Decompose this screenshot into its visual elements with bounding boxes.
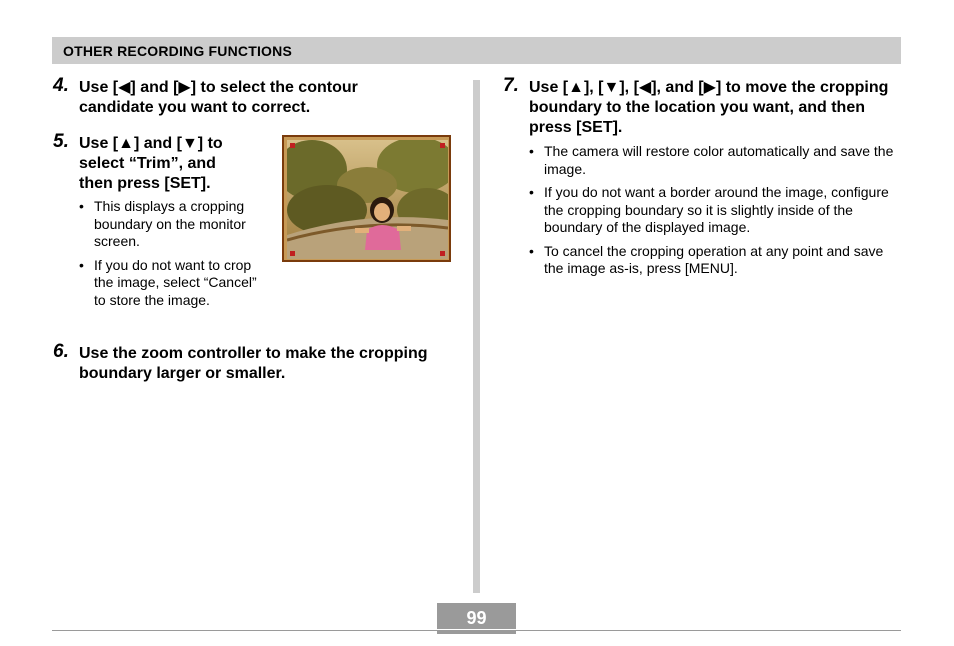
step-number: 6. [53,341,69,362]
step-number: 7. [503,75,519,96]
list-item: • If you do not want to crop the image, select “Cancel” to store the image. [79,256,257,308]
list-item: • If you do not want a border around the image, configure the cropping boundary so it is slightly inside of the boundary of the displayed image. [529,184,889,235]
step-number: 5. [53,131,69,152]
step-text: Use the zoom controller to make the cropping boundary larger or smaller. [79,345,428,382]
list-item: • To cancel the cropping operation at any point and save the image as-is, press [MENU]. [529,242,884,276]
example-photo [282,135,451,262]
list-item: • The camera will restore color automatically and save the image. [529,143,894,177]
column-divider [473,80,480,593]
footer-rule [52,630,901,631]
list-item: • This displays a cropping boundary on the monitor screen. [79,198,246,249]
section-title: OTHER RECORDING FUNCTIONS [63,43,292,59]
step-7-notes [529,143,901,284]
step-number: 4. [53,75,69,96]
photo-illustration [287,140,448,259]
step-text: Use [◀] and [▶] to select the contour candidate you want to correct. [79,79,358,116]
page-number: 99 [466,608,487,628]
section-header [52,37,901,64]
step-5-notes [79,198,261,315]
step-text: Use [▲], [▼], [◀], and [▶] to move the cropping boundary to the location you want, and then press [SET]. [529,79,889,136]
step-text: Use [▲] and [▼] to select “Trim”, and then press [SET]. [79,135,223,192]
